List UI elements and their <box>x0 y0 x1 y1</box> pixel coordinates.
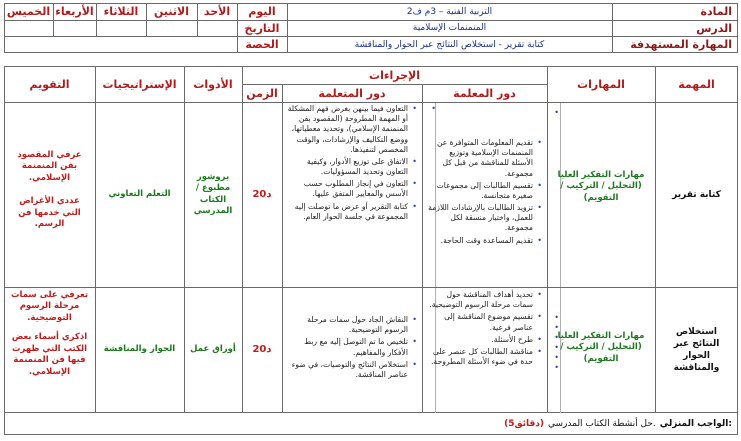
row1-teacher-item: • تقسيم الطالبات إلى مجموعات صغيرة متجانسة. <box>426 181 533 201</box>
row2-teacher-role <box>422 287 547 413</box>
col-evaluation: التقويم <box>29 77 70 91</box>
row2-teacher-item: • تحديد أهداف المناقشة حول سمات مرحلة الرسوم التوضيحية. <box>426 290 533 310</box>
row2-task <box>655 287 738 413</box>
row1-teacher-item: • تقديم المساعدة وقت الحاجة. <box>426 236 533 246</box>
homework-label: الواجب المنزلي: <box>659 419 732 429</box>
row1-evaluation <box>4 102 95 287</box>
skill-value: كتابة تقرير - استخلاص النتائج عبر الحوار والمناقشة <box>354 39 545 50</box>
row1-strategy-text: التعلم التعاوني <box>108 188 171 199</box>
col-procedures: الإجراءات <box>369 68 420 82</box>
day-label: اليوم <box>248 5 276 18</box>
row2-learner-item: • تلخيص ما تم التوصل إليه مع ربط الأفكار والمفاهيم. <box>286 337 408 357</box>
subject-label: المادة <box>700 5 732 18</box>
row2-time-text: 20د <box>252 344 272 356</box>
homework-duration: (5دقائق) <box>504 419 544 429</box>
row2-task-text: استخلاص النتائج عبر الحوار والمناقشة <box>673 326 720 374</box>
lesson-label: الدرس <box>696 21 732 35</box>
row1-learner-item: • التعاون في إنجاز المطلوب حسب الأسس والمعايير المتفق عليها. <box>286 179 408 199</box>
col-tools: الأدوات <box>193 77 233 91</box>
row2-learner-item: • النقاش الجاد حول سمات مرحلة الرسوم التوضيحية. <box>286 315 408 335</box>
row2-time <box>242 287 282 413</box>
row1-skills-text: مهارات التفكير العليا (التحليل / التركيب / التقويم) <box>557 169 645 203</box>
row2-strategy <box>95 287 184 413</box>
col-learner-role: دور المتعلمة <box>318 86 386 100</box>
row2-teacher-item: • تقسيم موضوع المناقشة إلى عناصر فرعية. <box>426 312 533 332</box>
row2-evaluation-item: تعرفي على سمات مرحلة الرسوم التوضيحية. <box>10 290 89 323</box>
skill-label: المهارة المستهدفة <box>630 38 732 51</box>
col-strategies: الإستراتيجيات <box>102 77 177 91</box>
row2-teacher-item: • طرح الأسئلة. <box>426 335 533 345</box>
day-wednesday: الأربعاء <box>55 5 94 18</box>
row2-skills: • • • • • • مهارات التفكير العليا (التحليل / التركيب / التقويم) <box>547 287 655 413</box>
row2-evaluation-item: اذكري أسماء بعض الكتب التي ظهرت فيها فن المنمنمة الإسلامي. <box>11 332 88 377</box>
day-sunday: الأحد <box>203 5 231 18</box>
row1-evaluation-item: عرفي المقصود بفن المنمنمة الإسلامي. <box>17 150 82 183</box>
row1-strategy <box>95 102 184 287</box>
homework <box>4 413 738 435</box>
col-task: المهمة <box>678 77 715 91</box>
row1-teacher-role: • • تقديم المعلومات المتوافرة عن المنمنمات الإسلامية وتوزيع الأسئلة للمناقشة من قبل كل مجموعة. • تقسيم الطالبات إلى مجموعات صغيرة متجانسة. • تزويد الطالبات بالإرشادات اللازمة للعمل، واختيار منسقة لكل مجموعة. • تقديم المساعدة وقت الحاجة. <box>422 102 547 287</box>
row1-learner-item: • التعاون فيما بينهن بغرض فهم المشكلة أو المهمة المطروحة (المقصود بفن المنمنمة الإسلامي)، وتحديد معطياتها، ووضع التكاليف والإرشادات، والوقت المخصص لتنفيذها. <box>286 104 408 155</box>
row1-tools <box>184 102 242 287</box>
day-monday: الاثنين <box>154 5 189 18</box>
row2-strategy-text: الحوار والمناقشة <box>103 344 176 355</box>
row1-tools-text: بروشور مطبوع / الكتاب المدرسي <box>193 171 233 216</box>
row1-learner-role <box>282 102 422 287</box>
homework-text: حل أنشطة الكتاب المدرسي. <box>548 419 656 429</box>
row1-time-text: 20د <box>252 188 272 200</box>
row1-teacher-item: • تزويد الطالبات بالإرشادات اللازمة للعمل، واختيار منسقة لكل مجموعة. <box>426 203 533 234</box>
lesson-value: المنمنمات الإسلامية <box>412 23 487 33</box>
col-skills: المهارات <box>577 77 625 91</box>
row2-learner-item: • استخلاص النتائج والتوصيات، في ضوء عناصر المناقشة. <box>286 360 408 380</box>
row2-tools <box>184 287 242 413</box>
row2-teacher-item: • مناقشة الطالبات كل عنصر على حدة في ضوء الأسئلة المطروحة. <box>426 347 533 367</box>
col-teacher-role: دور المعلمة <box>453 86 516 100</box>
row1-skills: • مهارات التفكير العليا (التحليل / التركيب / التقويم) <box>547 102 655 287</box>
date-label: التاريخ <box>244 21 280 35</box>
col-time: الزمن <box>246 86 278 100</box>
period-label: الحصة <box>245 38 279 51</box>
day-thursday: الخميس <box>6 5 51 18</box>
row2-tools-text: أوراق عمل <box>190 344 236 355</box>
row1-task <box>655 102 738 287</box>
row2-skills-text: مهارات التفكير العليا (التحليل / التركيب / التقويم) <box>557 330 645 364</box>
day-tuesday: الثلاثاء <box>103 5 139 18</box>
row2-evaluation <box>4 287 95 413</box>
row1-task-text: كتابة تقرير <box>672 189 721 200</box>
row1-learner-item: • الاتفاق على توزيع الأدوار، وكيفية التعاون وتحديد المسؤوليات. <box>286 157 408 177</box>
row1-evaluation-item: عددي الأغراض التي خدمها فن الرسم. <box>18 196 81 230</box>
row1-learner-item: • كتابة التقرير أو عرض ما توصلت إليه المجموعة في جلسة الحوار العام. <box>286 202 408 222</box>
row1-teacher-item: • تقديم المعلومات المتوافرة عن المنمنمات الإسلامية وتوزيع الأسئلة للمناقشة من قبل كل مجموعة. <box>426 138 533 179</box>
row2-learner-role <box>282 287 422 413</box>
subject-value: التربية الفنية – 3م ف2 <box>406 6 493 17</box>
row1-time <box>242 102 282 287</box>
